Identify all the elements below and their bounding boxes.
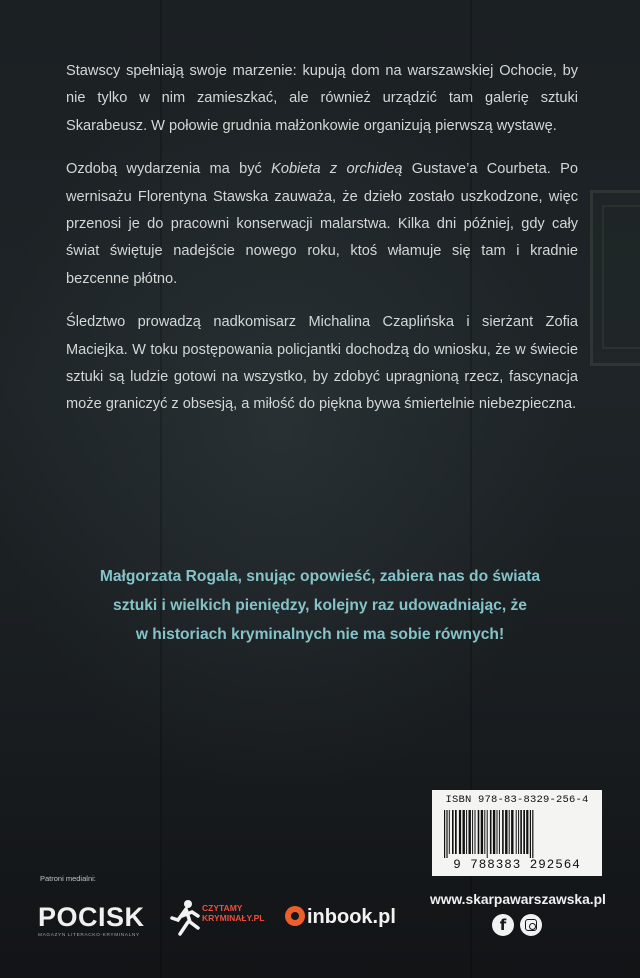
barcode-bar xyxy=(475,810,476,854)
barcode-bar xyxy=(530,810,531,858)
barcode-bar xyxy=(505,810,507,854)
barcode-bar xyxy=(469,810,471,854)
barcode-bar xyxy=(487,810,488,858)
barcode-bar xyxy=(520,810,522,854)
barcode-bar xyxy=(502,810,504,854)
blurb-paragraph-3: Śledztwo prowadzą nadkomisarz Michalina Czaplińska i sierżant Zofia Maciejka. W toku postępowania policjantki dochodzą do wniosku, że w świecie sztuki są ludzie gotowi na wszystko, by zdobyć upragnioną rzecz, fascynacja może graniczyć z obsesją, a miłość do piękna bywa śmiertelnie niebezpieczna. xyxy=(66,314,578,413)
czytamy-logo-line-1: CZYTAMY xyxy=(202,903,243,913)
inbook-logo-icon xyxy=(285,906,305,926)
barcode-bar xyxy=(499,810,500,854)
czytamy-kryminaly-logo xyxy=(168,898,268,938)
author-highlight xyxy=(60,562,580,649)
barcode-bar xyxy=(449,810,450,854)
blurb-paragraph-2-end: Gustave’a Courbeta. Po wernisażu Florentyna Stawska zauważa, że dzieło zostało uszkodzone, więc przenosi je do pracowni konserwacji malarstwa. Kilka dni później, gdy cały świat świętuje nadejście nowego roku, ktoś włamuje się tam i kradnie bezcenne płótno. xyxy=(66,161,578,287)
barcode-bar xyxy=(446,810,447,858)
pocisk-logo-subtitle: MAGAZYN LITERACKO-KRYMINALNY xyxy=(38,933,140,938)
barcode-bar xyxy=(455,810,457,854)
barcode-bar xyxy=(459,810,461,854)
barcode-bar xyxy=(444,810,445,858)
barcode-bar xyxy=(466,810,467,854)
barcode-bar xyxy=(523,810,525,854)
barcode-bar xyxy=(532,810,533,858)
barcode-bar xyxy=(490,810,492,854)
media-patrons-label: Patroni medialni: xyxy=(40,874,96,883)
barcode-bar xyxy=(452,810,454,854)
inbook-logo xyxy=(285,906,396,929)
runner-icon xyxy=(168,898,202,938)
inbook-logo-text: inbook.pl xyxy=(307,906,396,928)
highlight-line-3: w historiach kryminalnych nie ma sobie równych! xyxy=(135,626,505,643)
facebook-icon: f xyxy=(492,914,514,936)
blurb-paragraph-2-start: Ozdobą wydarzenia ma być xyxy=(66,161,272,178)
barcode-bar xyxy=(526,810,528,854)
barcode-bar xyxy=(493,810,495,854)
czytamy-logo-line-2: KRYMINAŁY.PL xyxy=(202,913,265,923)
barcode-bar xyxy=(518,810,519,854)
barcode-bar xyxy=(516,810,517,854)
barcode-bar xyxy=(509,810,510,854)
barcode-digits: 9 788383 292564 xyxy=(453,858,581,872)
highlight-line-2: sztuki i wielkich pieniędzy, kolejny raz udowadniając, że xyxy=(113,597,527,614)
barcode-bar xyxy=(478,810,480,854)
barcode-bar xyxy=(481,810,483,854)
highlight-line-1: Małgorzata Rogala, snując opowieść, zabiera nas do świata xyxy=(99,568,541,585)
isbn-barcode xyxy=(432,790,602,876)
instagram-icon xyxy=(520,914,542,936)
barcode-bar xyxy=(472,810,473,854)
publisher-website: www.skarpawarszawska.pl xyxy=(430,892,606,907)
blurb-paragraph-2 xyxy=(66,156,578,293)
barcode-bar xyxy=(511,810,513,854)
czytamy-logo-text xyxy=(202,903,265,923)
blurb-paragraph-1: Stawscy spełniają swoje marzenie: kupują dom na warszawskiej Ochocie, by nie tylko w nim zamieszkać, ale również urządzić tam galerię sztuki Skarabeusz. W połowie grudnia małżonkowie organizują pierwszą wystawę. xyxy=(66,63,578,134)
painting-title: Kobieta z orchideą xyxy=(271,161,403,178)
isbn-number: ISBN 978-83-8329-256-4 xyxy=(445,794,589,806)
barcode-bars xyxy=(442,810,592,858)
blurb-text xyxy=(66,58,578,435)
background-picture-frame-inner xyxy=(602,205,640,349)
barcode-bar xyxy=(463,810,465,854)
barcode-bar xyxy=(497,810,498,854)
barcode-bar xyxy=(484,810,485,854)
pocisk-logo: POCISK xyxy=(38,902,145,932)
